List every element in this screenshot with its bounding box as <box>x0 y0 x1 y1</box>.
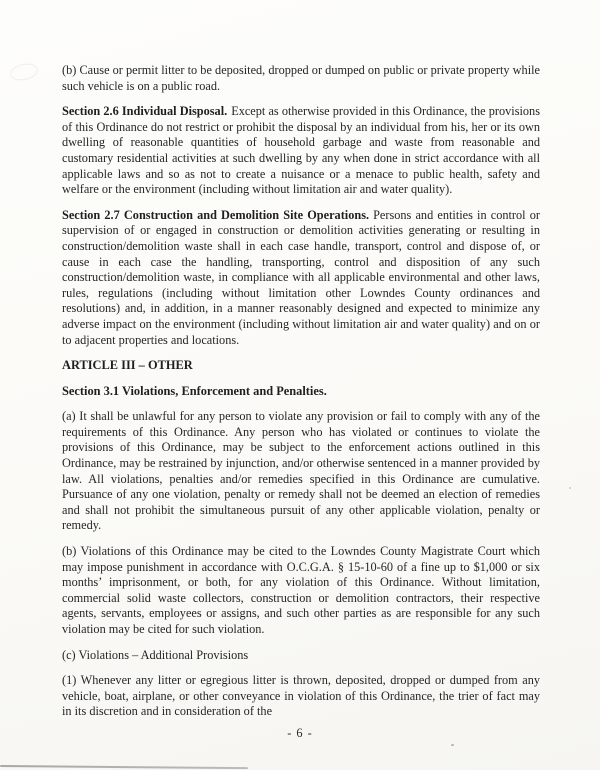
paragraph-b-litter-vehicle: (b) Cause or permit litter to be deposited, dropped or dumped on public or private property while such vehicle is on a public road. <box>62 63 540 93</box>
page-number: - 6 - <box>287 726 313 740</box>
article-iii-heading: ARTICLE III – OTHER <box>62 358 193 373</box>
section-2-7-body: Persons and entities in control or supervision of or engaged in construction or demolition activities generating or resulting in construction/demolition waste shall in each case handle, transport, control and dispose of, or cause in each case the handling, transporting, control and disposition of any such construction/demolition waste, in compliance with all applicable environmental and other laws, rules, regulations (including without limitation other Lowndes County ordinances and resolutions) and, in addition, in a manner reasonably designed and expected to minimize any adverse impact on the environment (including without limitation air and water quality) and on or to adjacent properties and locations. <box>62 207 540 347</box>
scan-crease-artifact <box>9 61 40 82</box>
scan-speck <box>451 744 454 746</box>
section-3-1-heading: Section 3.1 Violations, Enforcement and Penalties. <box>62 383 327 398</box>
section-2-7-paragraph <box>62 208 540 348</box>
document-content <box>62 63 540 730</box>
subparagraph-1-litter-thrown: (1) Whenever any litter or egregious litter is thrown, deposited, dropped or dumped from any vehicle, boat, airplane, or other conveyance in violation of this Ordinance, the trier of fact may in its discretion and in consideration of the <box>62 673 540 719</box>
section-2-7-heading: Section 2.7 Construction and Demolition Site Operations. <box>62 207 370 222</box>
section-2-6-body: Except as otherwise provided in this Ordinance, the provisions of this Ordinance do not restrict or prohibit the disposal by an individual from his, her or its own dwelling of reasonable quantities of household garbage and waste from reasonable and customary residential activities at such dwelling by any when done in strict accordance with all applicable laws and so as not to create a nuisance or a menace to public health, safety and welfare or the environment (including without limitation air and water quality). <box>62 104 540 197</box>
paragraph-b-citations: (b) Violations of this Ordinance may be cited to the Lowndes County Magistrate Court which may impose punishment in accordance with O.C.G.A. § 15-10-60 of a fine up to $1,000 or six months’ imprisonment, or both, for any violation of this Ordinance. Without limitation, commercial solid waste collectors, construction or demolition contractors, their respective agents, servants, employees or assigns, and such other parties as are responsible for any such violation may be cited for such violation. <box>62 544 540 636</box>
paragraph-c-additional-provisions: (c) Violations – Additional Provisions <box>62 647 249 662</box>
paragraph-a-unlawful: (a) It shall be unlawful for any person to violate any provision or fail to comply with any of the requirements of this Ordinance. Any person who has violated or continues to violate the provisions of this Ordinance, may be subject to the enforcement actions outlined in this Ordinance, may be restrained by injunction, and/or otherwise sentenced in a manner provided by law. All violations, penalties and/or remedies specified in this Ordinance are cumulative. Pursuance of any one violation, penalty or remedy shall not be deemed an election of remedies and shall not prohibit the simultaneous pursuit of any other applicable violation, penalty or remedy. <box>62 409 540 533</box>
scan-speck <box>569 487 571 489</box>
section-2-6-heading: Section 2.6 Individual Disposal. <box>62 104 228 119</box>
section-2-6-paragraph <box>62 104 540 198</box>
scan-artifact-line <box>0 765 248 769</box>
